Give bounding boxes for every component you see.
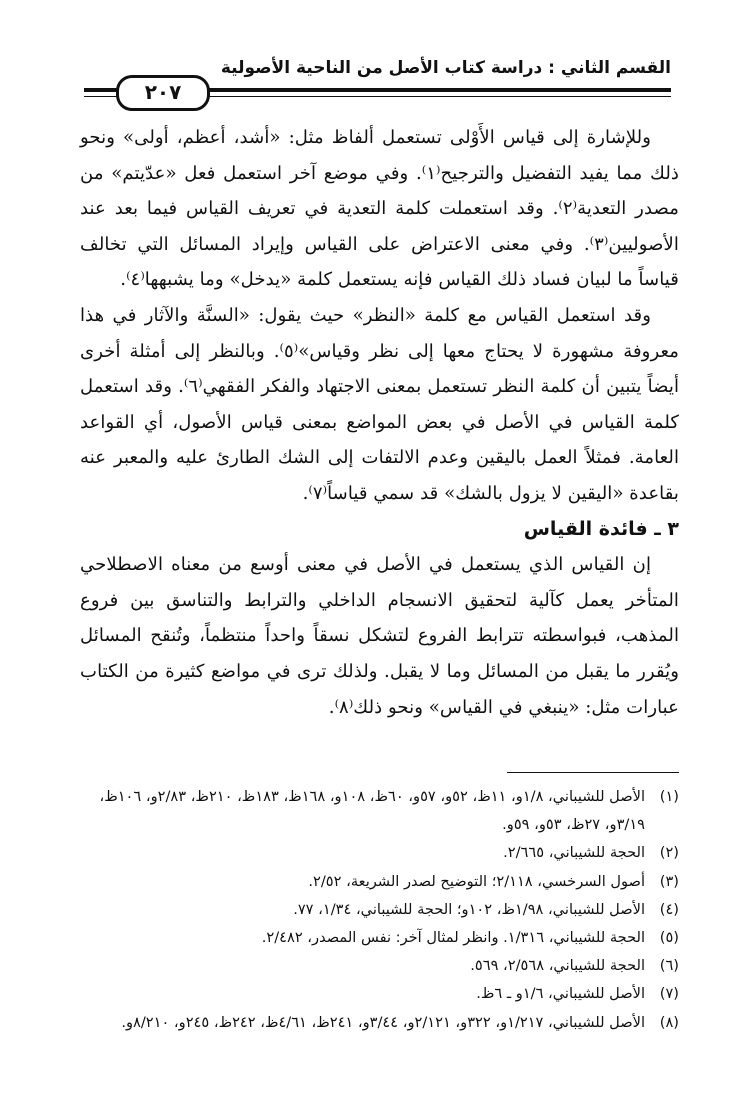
footnote-number: (١)	[659, 788, 679, 805]
footnote-text: الحجة للشيباني، ٢/٦٦٥.	[503, 844, 645, 862]
footnote	[80, 839, 679, 867]
footnote-text: الحجة للشيباني، ١/٣١٦. وانظر لمثال آخر: نفس المصدر، ٢/٤٨٢.	[261, 929, 645, 947]
footnote-number: (٧)	[659, 985, 679, 1003]
footnote-text: الأصل للشيباني، ١/٦و ـ ٦ظ.	[476, 985, 645, 1003]
paragraph-2: وقد استعمل القياس مع كلمة «النظر» حيث يقول: «السنَّة والآثار في هذا معروفة مشهورة لا يحتاج معها إلى نظر وقياس»⁽٥⁾. وبالنظر إلى أمثلة أخرى أيضاً يتبين أن كلمة النظر تستعمل بمعنى الاجتهاد والفكر الفقهي⁽٦⁾. وقد استعمل كلمة القياس في الأصل في بعض المواضع بمعنى قياس الأصول، أي القواعد العامة. فمثلاً العمل باليقين وعدم الالتفات إلى الشك الطارئ عليه والمعبر عنه بقاعدة «اليقين لا يزول بالشك» قد سمي قياساً⁽٧⁾.	[80, 304, 679, 504]
footnote-text: الأصل للشيباني، ١/٩٨ظ، ١٠٢و؛ الحجة للشيباني، ١/٣٤، ٧٧.	[293, 900, 645, 918]
footnote-text: الأصل للشيباني، ١/٢١٧و، ٣٢٢و، ٢/١٢١و، ٣/٤٤و، ٢٤١ظ، ٤/٦١ظ، ٢٤٢ظ، ٢٤٥و، ٨/٢١٠و.	[121, 1013, 645, 1031]
paragraph-1: وللإشارة إلى قياس الأَوْلى تستعمل ألفاظ مثل: «أشد، أعظم، أولى» ونحو ذلك مما يفيد التفضيل والترجيح⁽١⁾. وفي موضع آخر استعمل فعل «عدّيتم» من مصدر التعدية⁽٢⁾. وقد استعملت كلمة التعدية في تعريف القياس فيما بعد عند الأصوليين⁽٣⁾. وفي معنى الاعتراض على القياس وإيراد المسائل التي تخالف قياساً ما لبيان فساد ذلك القياس فإنه يستعمل كلمة «يدخل» وما يشبهها⁽٤⁾.	[80, 127, 679, 291]
running-title: القسم الثاني : دراسة كتاب الأصل من الناحية الأصولية	[220, 58, 671, 78]
footnotes	[80, 783, 679, 1037]
footnote	[80, 783, 679, 839]
page-header	[84, 58, 671, 108]
footnote-number: (٦)	[659, 957, 679, 975]
footnote-text: الحجة للشيباني، ٢/٥٦٨، ٥٦٩.	[470, 957, 645, 975]
footnote-separator	[507, 772, 679, 773]
footnote	[80, 952, 679, 980]
footnote-number: (٥)	[659, 929, 679, 947]
footnote	[80, 924, 679, 952]
footnote	[80, 868, 679, 896]
footnote	[80, 896, 679, 924]
footnote-number: (٤)	[659, 900, 679, 918]
footnote-text: أصول السرخسي، ٢/١١٨؛ التوضيح لصدر الشريعة، ٢/٥٢.	[308, 872, 645, 890]
footnote-number: (٢)	[659, 844, 679, 862]
footnote-number: (٨)	[659, 1013, 679, 1031]
footnote	[80, 980, 679, 1008]
footnote-number: (٣)	[659, 872, 679, 890]
main-text	[80, 120, 679, 725]
footnote-text: الأصل للشيباني، ١/٨و، ١١ظ، ٥٢و، ٥٧و، ٦٠ظ، ١٠٨و، ١٦٨ظ، ١٨٣ظ، ٢١٠ظ، ٢/٨٣و، ١٠٦ظ، ٣/١٩و، ٢٧ظ، ٥٣و، ٥٩و.	[99, 788, 645, 834]
page-number: ٢٠٧	[116, 75, 210, 111]
paragraph-3: إن القياس الذي يستعمل في الأصل في معنى أوسع من معناه الاصطلاحي المتأخر يعمل كآلية لتحقيق الانسجام الداخلي والترابط والتناسق بين فروع المذهب، فبواسطته تترابط الفروع لتشكل نسقاً واحداً منتظماً، وتُنقح المسائل ويُقرر ما يقبل من المسائل وما لا يقبل. ولذلك ترى في مواضع كثيرة من الكتاب عبارات مثل: «ينبغي في القياس» ونحو ذلك⁽٨⁾.	[80, 554, 679, 718]
section-heading: ٣ ـ فائدة القياس	[523, 517, 679, 540]
footnote	[80, 1009, 679, 1037]
